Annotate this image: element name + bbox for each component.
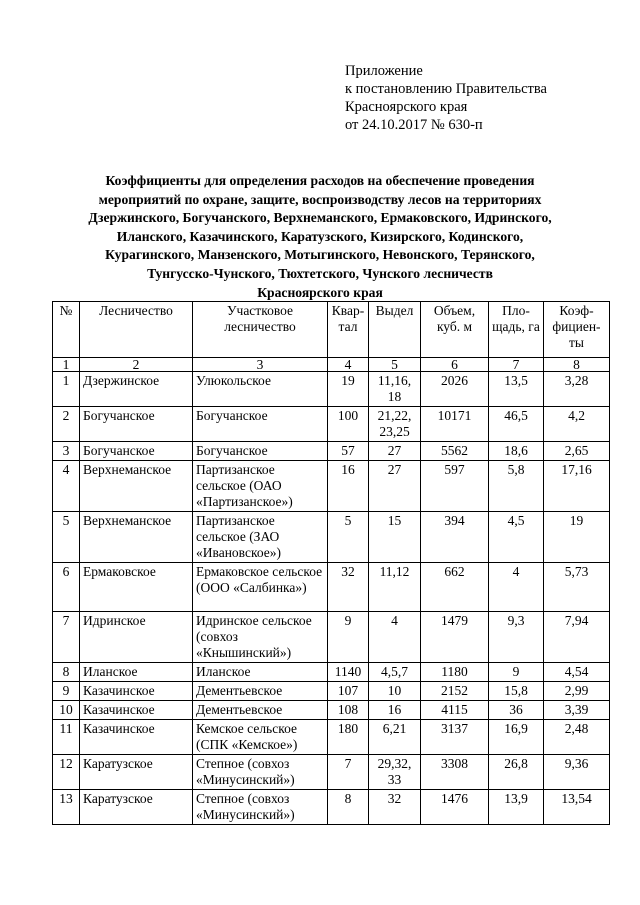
cell-area: 26,8 bbox=[489, 755, 544, 790]
table-row bbox=[53, 663, 610, 682]
column-number: 8 bbox=[544, 358, 610, 372]
table-row bbox=[53, 442, 610, 461]
cell-volume: 10171 bbox=[421, 407, 489, 442]
table-header-row bbox=[53, 302, 610, 358]
cell-district: Дементьевское bbox=[193, 701, 328, 720]
cell-quarter: 32 bbox=[328, 563, 369, 612]
cell-volume: 394 bbox=[421, 512, 489, 563]
title-line: Коэффициенты для определения расходов на обеспечение проведения bbox=[105, 173, 535, 188]
cell-coef: 2,65 bbox=[544, 442, 610, 461]
cell-num: 12 bbox=[53, 755, 80, 790]
cell-area: 18,6 bbox=[489, 442, 544, 461]
cell-quarter: 108 bbox=[328, 701, 369, 720]
cell-num: 7 bbox=[53, 612, 80, 663]
appendix-block bbox=[345, 62, 547, 134]
column-number: 3 bbox=[193, 358, 328, 372]
cell-volume: 597 bbox=[421, 461, 489, 512]
cell-district: Степное (совхоз «Минусинский») bbox=[193, 755, 328, 790]
cell-volume: 2026 bbox=[421, 372, 489, 407]
cell-district: Богучанское bbox=[193, 442, 328, 461]
cell-num: 4 bbox=[53, 461, 80, 512]
cell-forestry: Верхнеманское bbox=[80, 512, 193, 563]
cell-forestry: Казачинское bbox=[80, 682, 193, 701]
cell-plot: 21,22, 23,25 bbox=[369, 407, 421, 442]
cell-volume: 3137 bbox=[421, 720, 489, 755]
cell-volume: 5562 bbox=[421, 442, 489, 461]
column-number: 7 bbox=[489, 358, 544, 372]
cell-quarter: 1140 bbox=[328, 663, 369, 682]
cell-plot: 27 bbox=[369, 442, 421, 461]
cell-num: 6 bbox=[53, 563, 80, 612]
appendix-line: Красноярского края bbox=[345, 99, 468, 115]
title-line: мероприятий по охране, защите, воспроизводству лесов на территориях bbox=[98, 191, 542, 207]
cell-area: 36 bbox=[489, 701, 544, 720]
cell-forestry: Каратузское bbox=[80, 755, 193, 790]
cell-district: Партизанское сельское (ЗАО «Ивановское») bbox=[193, 512, 328, 563]
title-line: Курагинского, Манзенского, Мотыгинского, Невонского, Терянского, bbox=[105, 247, 535, 263]
cell-num: 8 bbox=[53, 663, 80, 682]
cell-volume: 4115 bbox=[421, 701, 489, 720]
title-line: Иланского, Казачинского, Каратузского, Кизирского, Кодинского, bbox=[116, 228, 524, 244]
appendix-line: от 24.10.2017 № 630-п bbox=[345, 117, 483, 133]
cell-volume: 1479 bbox=[421, 612, 489, 663]
cell-plot: 4,5,7 bbox=[369, 663, 421, 682]
cell-quarter: 9 bbox=[328, 612, 369, 663]
cell-area: 9 bbox=[489, 663, 544, 682]
cell-district: Дементьевское bbox=[193, 682, 328, 701]
table-body bbox=[53, 372, 610, 825]
table-row bbox=[53, 755, 610, 790]
cell-district: Богучанское bbox=[193, 407, 328, 442]
cell-coef: 7,94 bbox=[544, 612, 610, 663]
cell-volume: 3308 bbox=[421, 755, 489, 790]
cell-num: 11 bbox=[53, 720, 80, 755]
cell-plot: 4 bbox=[369, 612, 421, 663]
cell-volume: 662 bbox=[421, 563, 489, 612]
cell-area: 4,5 bbox=[489, 512, 544, 563]
table-row bbox=[53, 682, 610, 701]
cell-area: 46,5 bbox=[489, 407, 544, 442]
table-row bbox=[53, 701, 610, 720]
table-row bbox=[53, 372, 610, 407]
cell-forestry: Казачинское bbox=[80, 701, 193, 720]
cell-quarter: 180 bbox=[328, 720, 369, 755]
column-number: 2 bbox=[80, 358, 193, 372]
cell-area: 13,9 bbox=[489, 790, 544, 825]
cell-area: 13,5 bbox=[489, 372, 544, 407]
cell-coef: 2,99 bbox=[544, 682, 610, 701]
cell-district: Улюкольское bbox=[193, 372, 328, 407]
coefficients-table bbox=[52, 301, 610, 825]
header-num: № bbox=[53, 302, 80, 358]
title-line: Тунгусско-Чунского, Тюхтетского, Чунского лесничеств bbox=[147, 265, 493, 281]
cell-forestry: Иланское bbox=[80, 663, 193, 682]
cell-num: 9 bbox=[53, 682, 80, 701]
cell-num: 2 bbox=[53, 407, 80, 442]
cell-quarter: 5 bbox=[328, 512, 369, 563]
cell-volume: 1476 bbox=[421, 790, 489, 825]
table-row bbox=[53, 512, 610, 563]
cell-coef: 19 bbox=[544, 512, 610, 563]
cell-coef: 5,73 bbox=[544, 563, 610, 612]
column-number: 4 bbox=[328, 358, 369, 372]
cell-coef: 17,16 bbox=[544, 461, 610, 512]
cell-quarter: 19 bbox=[328, 372, 369, 407]
cell-forestry: Ермаковское bbox=[80, 563, 193, 612]
cell-coef: 3,39 bbox=[544, 701, 610, 720]
cell-volume: 2152 bbox=[421, 682, 489, 701]
cell-forestry: Казачинское bbox=[80, 720, 193, 755]
cell-quarter: 100 bbox=[328, 407, 369, 442]
cell-num: 3 bbox=[53, 442, 80, 461]
cell-num: 1 bbox=[53, 372, 80, 407]
table-row bbox=[53, 790, 610, 825]
cell-plot: 6,21 bbox=[369, 720, 421, 755]
title-line: Дзержинского, Богучанского, Верхнеманского, Ермаковского, Идринского, bbox=[88, 210, 552, 226]
cell-coef: 13,54 bbox=[544, 790, 610, 825]
document-title bbox=[40, 172, 600, 302]
cell-district: Ермаковское сельское (ООО «Салбинка») bbox=[193, 563, 328, 612]
cell-quarter: 57 bbox=[328, 442, 369, 461]
header-volume: Объем, куб. м bbox=[421, 302, 489, 358]
table-row bbox=[53, 563, 610, 612]
cell-coef: 9,36 bbox=[544, 755, 610, 790]
cell-quarter: 107 bbox=[328, 682, 369, 701]
cell-plot: 11,16, 18 bbox=[369, 372, 421, 407]
cell-district: Партизанское сельское (ОАО «Партизанское») bbox=[193, 461, 328, 512]
cell-district: Степное (совхоз «Минусинский») bbox=[193, 790, 328, 825]
cell-coef: 4,54 bbox=[544, 663, 610, 682]
cell-quarter: 16 bbox=[328, 461, 369, 512]
cell-plot: 10 bbox=[369, 682, 421, 701]
cell-plot: 16 bbox=[369, 701, 421, 720]
header-area: Пло-щадь, га bbox=[489, 302, 544, 358]
cell-forestry: Дзержинское bbox=[80, 372, 193, 407]
cell-forestry: Каратузское bbox=[80, 790, 193, 825]
table-row bbox=[53, 407, 610, 442]
title-line: Красноярского края bbox=[257, 284, 383, 300]
cell-area: 15,8 bbox=[489, 682, 544, 701]
column-number: 5 bbox=[369, 358, 421, 372]
table-row bbox=[53, 612, 610, 663]
cell-area: 16,9 bbox=[489, 720, 544, 755]
cell-coef: 4,2 bbox=[544, 407, 610, 442]
header-forestry: Лесничество bbox=[80, 302, 193, 358]
cell-forestry: Идринское bbox=[80, 612, 193, 663]
cell-quarter: 7 bbox=[328, 755, 369, 790]
cell-plot: 32 bbox=[369, 790, 421, 825]
header-coef: Коэф-фициен-ты bbox=[544, 302, 610, 358]
cell-num: 5 bbox=[53, 512, 80, 563]
cell-area: 9,3 bbox=[489, 612, 544, 663]
appendix-line: Приложение bbox=[345, 63, 423, 79]
cell-quarter: 8 bbox=[328, 790, 369, 825]
cell-area: 5,8 bbox=[489, 461, 544, 512]
column-number: 6 bbox=[421, 358, 489, 372]
cell-coef: 3,28 bbox=[544, 372, 610, 407]
header-plot: Выдел bbox=[369, 302, 421, 358]
cell-volume: 1180 bbox=[421, 663, 489, 682]
cell-district: Иланское bbox=[193, 663, 328, 682]
header-district: Участковое лесничество bbox=[193, 302, 328, 358]
cell-plot: 15 bbox=[369, 512, 421, 563]
cell-plot: 29,32, 33 bbox=[369, 755, 421, 790]
cell-plot: 11,12 bbox=[369, 563, 421, 612]
appendix-line: к постановлению Правительства bbox=[345, 81, 547, 97]
column-number: 1 bbox=[53, 358, 80, 372]
cell-forestry: Богучанское bbox=[80, 407, 193, 442]
cell-forestry: Верхнеманское bbox=[80, 461, 193, 512]
table-row bbox=[53, 461, 610, 512]
cell-district: Кемское сельское (СПК «Кемское») bbox=[193, 720, 328, 755]
cell-num: 13 bbox=[53, 790, 80, 825]
column-number-row bbox=[53, 358, 610, 372]
header-quarter: Квар-тал bbox=[328, 302, 369, 358]
table-row bbox=[53, 720, 610, 755]
cell-coef: 2,48 bbox=[544, 720, 610, 755]
cell-district: Идринское сельское (совхоз «Кнышинский») bbox=[193, 612, 328, 663]
cell-forestry: Богучанское bbox=[80, 442, 193, 461]
cell-area: 4 bbox=[489, 563, 544, 612]
cell-num: 10 bbox=[53, 701, 80, 720]
cell-plot: 27 bbox=[369, 461, 421, 512]
